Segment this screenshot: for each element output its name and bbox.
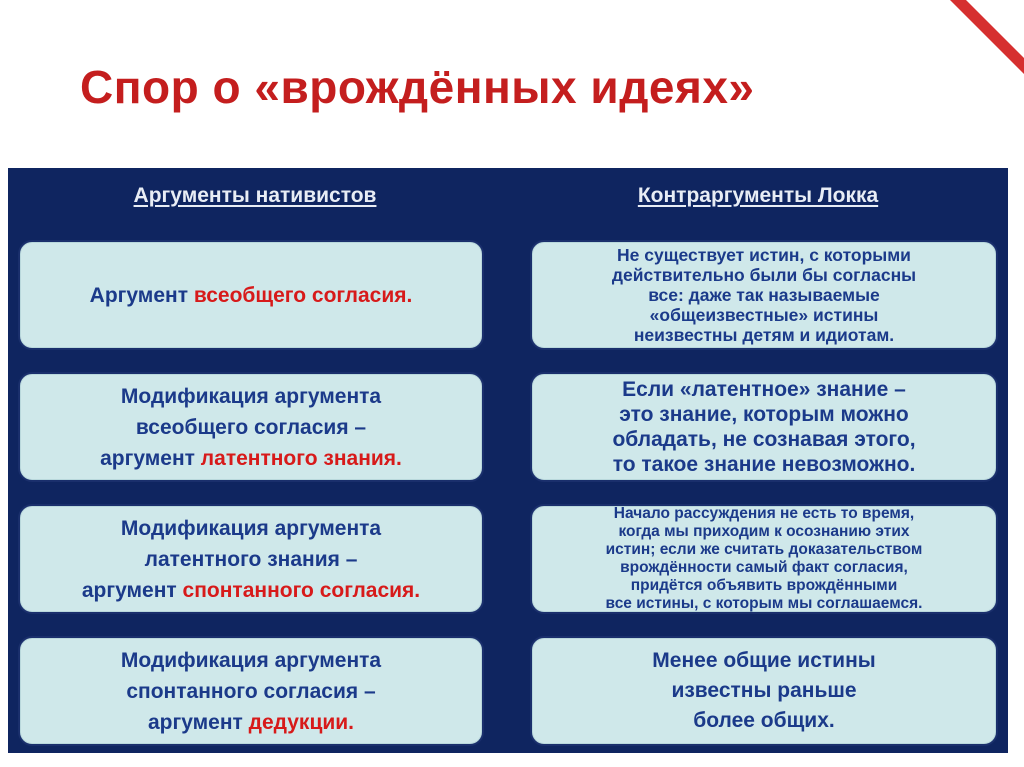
locke-counterargument-2 <box>530 372 998 482</box>
counterargument-line: более общих. <box>693 709 835 732</box>
locke-counterargument-1 <box>530 240 998 350</box>
nativist-argument-3 <box>18 504 484 614</box>
argument-line <box>121 707 381 738</box>
locke-counterargument-3 <box>530 504 998 614</box>
argument-text: аргумент <box>81 578 183 602</box>
counterargument-line: Если «латентное» знание – <box>622 378 906 401</box>
counterargument-line: это знание, которым можно <box>619 403 909 426</box>
counterargument-line: то такое знание невозможно. <box>612 453 916 476</box>
argument-text: аргумент <box>147 710 249 734</box>
counterargument-line: истин; если же считать доказательством <box>605 541 923 558</box>
counterargument-line: обладать, не сознавая этого, <box>612 428 916 451</box>
argument-line: Модификация аргумента <box>120 516 382 540</box>
counterargument-line: когда мы приходим к осознанию этих <box>618 523 910 540</box>
argument-highlight: всеобщего согласия. <box>193 283 413 307</box>
argument-text: аргумент <box>100 446 201 470</box>
argument-line: спонтанного согласия – <box>126 679 376 703</box>
counterargument-line: врождённости самый факт согласия, <box>620 559 908 576</box>
counterargument-line: все: даже так называемые <box>648 285 880 305</box>
nativist-argument-4 <box>18 636 484 746</box>
counterargument-line: неизвестны детям и идиотам. <box>633 325 895 345</box>
argument-line: Модификация аргумента <box>120 384 382 408</box>
counterargument-line: известны раньше <box>671 679 857 702</box>
counterargument-line: придётся объявить врождёнными <box>630 577 898 594</box>
argument-highlight: латентного знания. <box>200 446 402 470</box>
argument-line: Модификация аргумента <box>120 648 382 672</box>
argument-highlight: спонтанного согласия. <box>182 578 421 602</box>
counterargument-line: Не существует истин, с которыми <box>617 245 911 265</box>
counterargument-line: Начало рассуждения не есть то время, <box>613 505 915 522</box>
nativist-argument-1 <box>18 240 484 350</box>
counterargument-line: «общеизвестные» истины <box>649 305 879 325</box>
argument-text: Аргумент <box>89 283 194 307</box>
column-header-locke: Контраргументы Локка <box>637 184 879 207</box>
argument-line <box>100 443 402 474</box>
column-header-nativists: Аргументы нативистов <box>133 184 377 207</box>
counterargument-line: все истины, с которым мы соглашаемся. <box>605 595 923 612</box>
corner-decoration-inner <box>966 0 1024 58</box>
argument-highlight: дедукции. <box>248 710 355 734</box>
counterargument-line: действительно были бы согласны <box>611 265 917 285</box>
argument-line <box>90 280 413 311</box>
argument-line <box>82 575 420 606</box>
locke-counterargument-4 <box>530 636 998 746</box>
nativist-argument-2 <box>18 372 484 482</box>
argument-line: латентного знания – <box>144 547 358 571</box>
argument-line: всеобщего согласия – <box>135 415 367 439</box>
slide-title: Спор о «врождённых идеях» <box>80 61 755 113</box>
counterargument-line: Менее общие истины <box>652 649 876 672</box>
